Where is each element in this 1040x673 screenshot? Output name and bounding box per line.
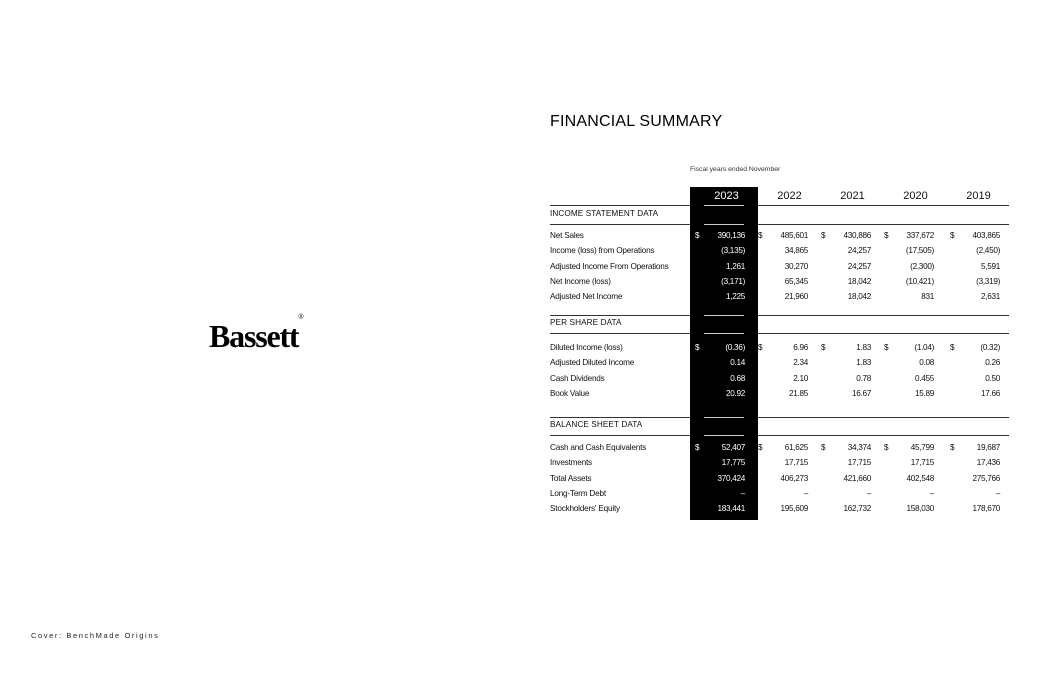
cell-value-2019: 17.66: [981, 388, 1000, 398]
header-rule: [550, 205, 690, 206]
cell-value-2023: (3,135): [721, 246, 745, 256]
cell-value-2023: 0.68: [730, 373, 745, 383]
section-top-rule: [550, 315, 690, 316]
cell-value-2019: 5,591: [981, 261, 1000, 271]
row-label: Cash and Cash Equivalents: [550, 443, 647, 452]
currency-symbol: $: [821, 231, 826, 240]
cell-value-2022: 17,715: [784, 458, 808, 468]
currency-symbol: $: [950, 231, 955, 240]
cell-value-2021: 34,374: [847, 443, 871, 452]
cell-value-2021: 24,257: [847, 261, 871, 271]
row-label: Net Income (loss): [550, 276, 611, 286]
section-bottom-rule: [550, 333, 690, 334]
row-label: Net Sales: [550, 231, 584, 240]
cell-value-2020: (17,505): [905, 246, 934, 256]
cell-value-2023: 370,424: [717, 473, 745, 483]
cell-value-2020: 15.89: [915, 388, 934, 398]
cell-value-2023: –: [740, 488, 745, 498]
cell-value-2023: 390,136: [717, 231, 745, 240]
cell-value-2022: 406,273: [780, 473, 808, 483]
section-bottom-rule-highlight: [704, 333, 744, 334]
cell-value-2021: 162,732: [843, 504, 871, 514]
cell-value-2022: 485,601: [780, 231, 808, 240]
cell-value-2023: (3,171): [721, 276, 745, 286]
currency-symbol: $: [758, 231, 763, 240]
currency-symbol: $: [758, 443, 763, 452]
currency-symbol: $: [695, 443, 700, 452]
row-label: Adjusted Diluted Income: [550, 358, 635, 368]
cell-value-2019: 2,631: [981, 292, 1000, 302]
currency-symbol: $: [695, 231, 700, 240]
section-top-rule-highlight: [704, 315, 744, 316]
section-bottom-rule-highlight: [704, 224, 744, 225]
currency-symbol: $: [884, 231, 889, 240]
cell-value-2021: 18,042: [847, 276, 871, 286]
cell-value-2019: 0.26: [985, 358, 1000, 368]
cell-value-2019: (3,319): [976, 276, 1000, 286]
year-header-2022: 2022: [777, 190, 802, 202]
cell-value-2023: 183,441: [717, 504, 745, 514]
currency-symbol: $: [950, 443, 955, 452]
cell-value-2022: 34,865: [784, 246, 808, 256]
cell-value-2019: (2,450): [976, 246, 1000, 256]
cell-value-2023: 20.92: [726, 388, 745, 398]
cell-value-2023: 0.14: [730, 358, 745, 368]
section-bottom-rule: [758, 224, 1009, 225]
cell-value-2020: (10,421): [905, 276, 934, 286]
cell-value-2020: 0.455: [915, 373, 934, 383]
cell-value-2023: 1,225: [726, 292, 745, 302]
cell-value-2019: 178,670: [972, 504, 1000, 514]
cell-value-2021: 17,715: [847, 458, 871, 468]
row-label: Adjusted Income From Operations: [550, 261, 669, 271]
cell-value-2022: –: [803, 488, 808, 498]
currency-symbol: $: [821, 443, 826, 452]
section-bottom-rule: [550, 224, 690, 225]
section-top-rule-highlight: [704, 417, 744, 418]
row-label: Total Assets: [550, 473, 592, 483]
section-top-rule: [758, 315, 1009, 316]
cell-value-2019: 403,865: [972, 231, 1000, 240]
cell-value-2020: 831: [921, 292, 934, 302]
row-label: Adjusted Net Income: [550, 292, 623, 302]
currency-symbol: $: [950, 343, 955, 352]
currency-symbol: $: [884, 443, 889, 452]
row-label: Stockholders' Equity: [550, 504, 620, 514]
row-label: Investments: [550, 458, 592, 468]
cell-value-2020: (1.04): [914, 343, 934, 352]
cell-value-2022: 65,345: [784, 276, 808, 286]
cell-value-2023: 1,261: [726, 261, 745, 271]
section-heading: PER SHARE DATA: [550, 318, 622, 327]
cell-value-2019: –: [995, 488, 1000, 498]
cell-value-2020: 402,548: [906, 473, 934, 483]
cell-value-2022: 6.96: [793, 343, 808, 352]
bassett-logo: Bassett®: [209, 314, 303, 354]
currency-symbol: $: [884, 343, 889, 352]
cell-value-2021: 0.78: [856, 373, 871, 383]
cell-value-2020: 45,799: [910, 443, 934, 452]
cell-value-2022: 2.10: [793, 373, 808, 383]
header-rule-highlight: [704, 205, 744, 206]
cell-value-2019: (0.32): [980, 343, 1000, 352]
cell-value-2020: –: [929, 488, 934, 498]
section-heading: BALANCE SHEET DATA: [550, 420, 643, 429]
cover-caption: Cover: BenchMade Origins: [31, 631, 160, 640]
currency-symbol: $: [821, 343, 826, 352]
cell-value-2021: 16.67: [852, 388, 871, 398]
year-header-2019: 2019: [966, 190, 991, 202]
cell-value-2021: 1.83: [856, 358, 871, 368]
cell-value-2021: –: [866, 488, 871, 498]
cell-value-2023: (0.36): [725, 343, 745, 352]
year-header-2021: 2021: [840, 190, 865, 202]
fiscal-year-note: Fiscal years ended November: [690, 166, 781, 173]
cell-value-2021: 18,042: [847, 292, 871, 302]
cell-value-2021: 1.83: [856, 343, 871, 352]
section-bottom-rule: [758, 333, 1009, 334]
row-label: Cash Dividends: [550, 373, 605, 383]
cell-value-2021: 430,886: [843, 231, 871, 240]
section-bottom-rule: [550, 435, 690, 436]
cell-value-2020: 158,030: [906, 504, 934, 514]
cell-value-2019: 275,766: [972, 473, 1000, 483]
section-top-rule: [758, 417, 1009, 418]
row-label: Income (loss) from Operations: [550, 246, 655, 256]
cell-value-2021: 421,660: [843, 473, 871, 483]
cell-value-2020: 0.08: [919, 358, 934, 368]
row-label: Book Value: [550, 388, 590, 398]
cell-value-2020: 17,715: [910, 458, 934, 468]
cell-value-2022: 21.85: [789, 388, 808, 398]
cell-value-2019: 0.50: [985, 373, 1000, 383]
cell-value-2021: 24,257: [847, 246, 871, 256]
page-title: FINANCIAL SUMMARY: [550, 113, 723, 130]
cell-value-2022: 61,625: [784, 443, 808, 452]
year-header-2023: 2023: [714, 190, 739, 202]
year-header-2020: 2020: [903, 190, 928, 202]
section-top-rule: [550, 417, 690, 418]
currency-symbol: $: [695, 343, 700, 352]
cell-value-2020: (2,300): [910, 261, 934, 271]
header-rule: [758, 205, 1009, 206]
row-label: Long-Term Debt: [550, 488, 606, 498]
section-heading: INCOME STATEMENT DATA: [550, 209, 659, 218]
section-bottom-rule-highlight: [704, 435, 744, 436]
cell-value-2023: 52,407: [721, 443, 745, 452]
cell-value-2020: 337,672: [906, 231, 934, 240]
cell-value-2019: 19,687: [976, 443, 1000, 452]
row-label: Diluted Income (loss): [550, 343, 623, 352]
cell-value-2022: 2.34: [793, 358, 808, 368]
cell-value-2022: 21,960: [784, 292, 808, 302]
currency-symbol: $: [758, 343, 763, 352]
cell-value-2022: 30,270: [784, 261, 808, 271]
cell-value-2019: 17,436: [976, 458, 1000, 468]
cell-value-2022: 195,609: [780, 504, 808, 514]
cell-value-2023: 17,775: [721, 458, 745, 468]
section-bottom-rule: [758, 435, 1009, 436]
